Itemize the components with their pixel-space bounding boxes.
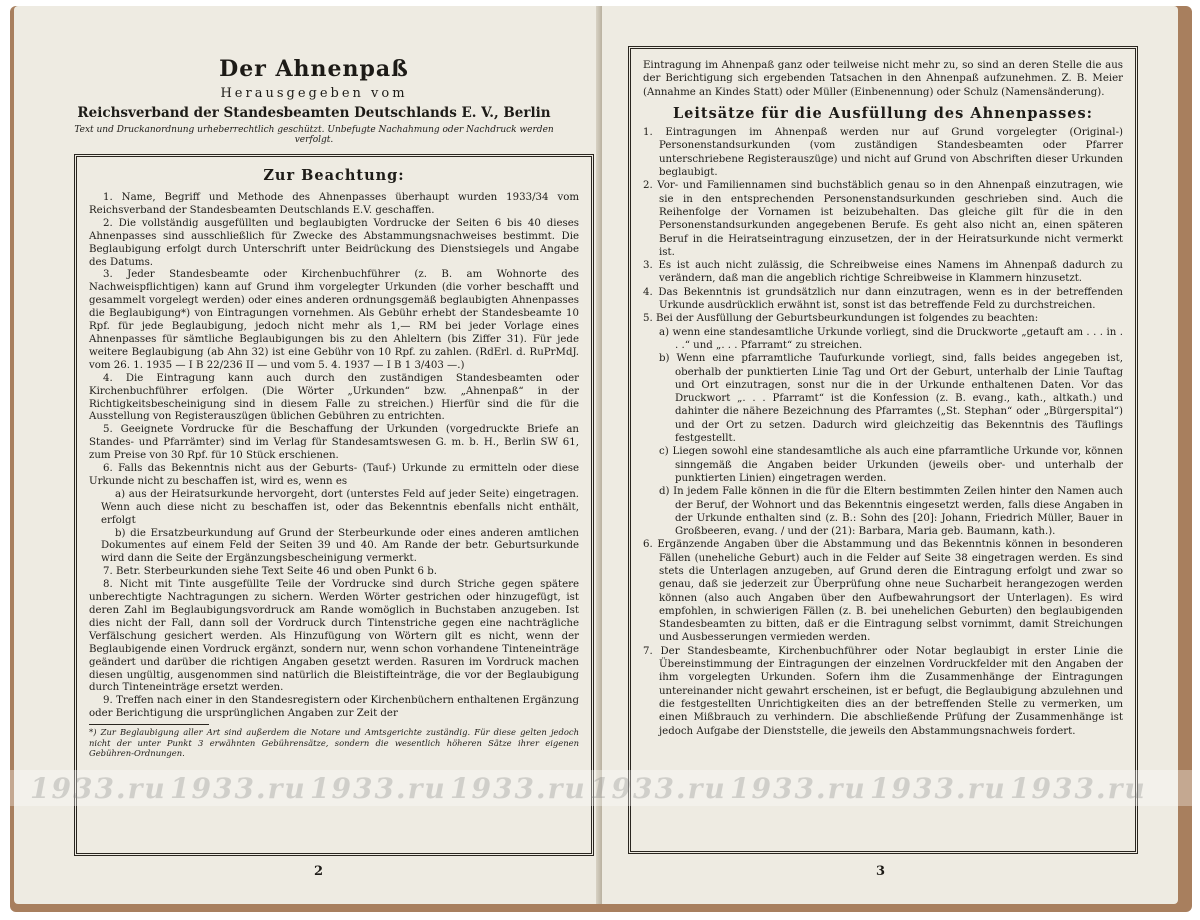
paragraph: 8. Nicht mit Tinte ausgefüllte Teile der Vordrucke sind durch Striche gegen spätere unberechtigte Nachtragungen zu sichern. Werden Wörter gestrichen oder hinzugefügt, ist deren Zahl im Beglaubigungsvordruck am Rande womöglich in Buchstaben anzugeben. Ist dies nicht der Fall, dann soll der Vordruck durch Tintenstriche gegen eine nachträgliche Verfälschung gesichert werden. Als Hinzufügung von Wörtern gilt es nicht, wenn der Beglaubigende einen Vordruck ergänzt, sondern nur, wenn schon vorhandene Tinteneinträge geändert und darüber die richtigen Angaben gesetzt werden. Rasuren im Vordruck machen diesen ungültig, ausgenommen sind natürlich die Bleistifteinträge, die vor der Beglaubigung durch Tinteneinträge ersetzt werden.: [89, 579, 579, 694]
watermark: 1933.ru: [1010, 772, 1147, 805]
guideline-item: 4. Das Bekenntnis ist grundsätzlich nur dann einzutragen, wenn es in der betreffenden Urkunde ausdrücklich erwähnt ist, sonst ist das betreffende Feld zu durchstreichen.: [643, 286, 1123, 312]
guideline-item: 1. Eintragungen im Ahnenpaß werden nur auf Grund vorgelegter (Original-) Personenstandsurkunden (vom zuständigen Standesbeamten oder Pfarrer unterschriebene Registerauszüge) und nicht auf Grund von Abschriften dieser Urkunden beglaubigt.: [643, 127, 1123, 179]
sub-paragraph: b) die Ersatzbeurkundung auf Grund der Sterbeurkunde oder eines anderen amtlichen Dokumentes auf einem Feld der Seiten 39 und 40. Am Rande der betr. Geburtsurkunde wird dann die Seite der Ergänzungsbescheinigung vermerkt.: [101, 527, 579, 565]
booklet-title: Der Ahnenpaß: [219, 56, 409, 82]
copyright-notice: Text und Druckanordnung urheberrechtlich geschützt. Unbefugte Nachahmung oder Nachdruck werden verfolgt.: [74, 125, 554, 145]
notice-heading: Zur Beachtung:: [263, 167, 405, 184]
watermark: 1933.ru: [30, 772, 167, 805]
guideline-item: 5. Bei der Ausfüllung der Geburtsbeurkundungen ist folgendes zu beachten:: [643, 313, 1039, 325]
footnote-rule: [89, 724, 209, 725]
watermark: 1933.ru: [730, 772, 867, 805]
guideline-item: 3. Es ist auch nicht zulässig, die Schreibweise eines Namens im Ahnenpaß dadurch zu verändern, daß man die angeblich richtige Schreibweise in Klammern hinzusetzt.: [643, 260, 1123, 285]
publisher-name: Reichsverband der Standesbeamten Deutschlands E. V., Berlin: [77, 105, 551, 121]
watermark: 1933.ru: [590, 772, 727, 805]
notice-text: [89, 192, 579, 721]
page-header: [54, 56, 574, 145]
publisher-line: Herausgegeben vom: [220, 86, 408, 101]
paragraph: 3. Jeder Standesbeamte oder Kirchenbuchführer (z. B. am Wohnorte des Nachweispflichtigen) kann auf Grund ihm vorgelegter Urkunden (die vorher beschafft und gesammelt vorgelegt werden) oder eines anderen ordnungsgemäß beglaubigten Ahnenpasses die Beglaubigung*) von Eintragungen vornehmen. Als Gebühr erhebt der Standesbeamte 10 Rpf. für jede Beglaubigung, jedoch nicht mehr als 1,— RM bei jeder Vorlage eines Ahnenpasses für sämtliche Beglaubigungen bis zu den Ahleltern (bis Ziffer 31). Für jede weitere Beglaubigung (ab Ahn 32) ist eine Gebühr von 10 Rpf. zu zahlen. (RdErl. d. RuPrMdJ. vom 26. 1. 1935 — I B 22/236 II — und vom 5. 4. 1937 — I B 1 3/403 —.): [89, 269, 579, 371]
guideline-item: 2. Vor- und Familiennamen sind buchstäblich genau so in den Ahnenpaß einzutragen, wie sie in den entsprechenden Personenstandsurkunden geschrieben sind. Auch die Reihenfolge der Vornamen ist beizubehalten. Das gleiche gilt für die in den Personenstandsurkunden angegebenen Berufe. Es geht also nicht an, einen späteren Beruf in die Heiratseintragung einzusetzen, der in der Heiratsurkunde nicht vermerkt ist.: [643, 180, 1123, 258]
notice-box: [74, 154, 594, 856]
guidelines-heading: Leitsätze für die Ausfüllung des Ahnenpasses:: [672, 104, 1094, 122]
page-number: 3: [876, 864, 886, 879]
left-page: [14, 6, 600, 904]
guideline-subitem: b) Wenn eine pfarramtliche Taufurkunde vorliegt, sind, falls beides angegeben ist, oberhalb der punktierten Linie Tag und Ort der Geburt, unterhalb der Linie Tauftag und Ort einzutragen, sonst nur die in der Urkunde enthaltenen Daten. Vor das Druckwort „. . . Pfarramt“ ist die Konfession (z. B. evang., kath., altkath.) und dahinter die nähere Bezeichnung des Pfarramtes („St. Stephan“ oder „Bürgerspital“) und der Ort zu setzen. Dadurch wird gleichzeitig das Bekenntnis des Täuflings festgestellt.: [659, 353, 1123, 445]
paragraph: 2. Die vollständig ausgefüllten und beglaubigten Vordrucke der Seiten 6 bis 40 dieses Ahnenpasses sind ausschließlich für Zwecke des Abstammungsnachweises bestimmt. Die Beglaubigung erfolgt durch Unterschrift unter Beidrückung des Dienstsiegels und Angabe des Datums.: [89, 217, 579, 268]
watermark: 1933.ru: [170, 772, 307, 805]
guideline-subitem: a) wenn eine standesamtliche Urkunde vorliegt, sind die Druckworte „getauft am . . . in . . .“ und „. . . Pfarramt“ zu streichen.: [659, 326, 1123, 351]
paragraph: 1. Name, Begriff und Methode des Ahnenpasses überhaupt wurden 1933/34 vom Reichsverband der Standesbeamten Deutschlands E.V. geschaffen.: [89, 192, 579, 216]
paragraph: 4. Die Eintragung kann auch durch den zuständigen Standesbeamten oder Kirchenbuchführer erfolgen. (Die Wörter „Urkunden“ bzw. „Ahnenpaß“ in der Richtigkeitsbescheinigung sind in diesem Falle zu streichen.) Hierfür sind die für die Ausstellung von Registerauszügen üblichen Gebühren zu entrichten.: [89, 372, 579, 423]
guideline-subitem: d) In jedem Falle können in die für die Eltern bestimmten Zeilen hinter den Namen auch der Beruf, der Wohnort und das Bekenntnis eingesetzt werden, falls diese Angaben in der Urkunde enthalten sind (z. B.: Sohn des [20]: Johann, Friedrich Müller, Bauer in Großbeeren, evang. / und der (21): Barbara, Maria geb. Baumann, kath.).: [659, 486, 1123, 538]
sub-paragraph: a) aus der Heiratsurkunde hervorgeht, dort (unterstes Feld auf jeder Seite) eingetragen. Wenn auch diese nicht zu beschaffen ist, oder das Bekenntnis ebenfalls nicht enthält, erfolgt: [101, 488, 579, 526]
watermark: 1933.ru: [310, 772, 447, 805]
guideline-item: 6. Ergänzende Angaben über die Abstammung und das Bekenntnis können in besonderen Fällen (uneheliche Geburt) auch in die Felder auf Seite 38 eingetragen werden. Es sind stets die Unterlagen anzugeben, auf Grund deren die Eintragung erfolgt und zwar so genau, daß sie jederzeit zur Überprüfung ohne neue Sucharbeit herangezogen werden können (also auch Angaben über den Aufbewahrungsort der Unterlagen). Es wird empfohlen, in schwierigen Fällen (z. B. bei unehelichen Geburten) den beglaubigenden Standesbeamten zu bitten, daß er die Eintragung selbst vornimmt, damit Streichungen und Ausbesserungen vermieden werden.: [643, 539, 1123, 644]
guidelines-text: [643, 59, 1123, 738]
intro-paragraph: Eintragung im Ahnenpaß ganz oder teilweise nicht mehr zu, so sind an deren Stelle die aus der Berichtigung sich ergebenden Tatsachen in den Ahnenpaß aufzunehmen. Z. B. Meier (Annahme an Kindes Statt) oder Müller (Einbenennung) oder Schulz (Namensänderung).: [643, 60, 1123, 98]
guideline-item: 7. Der Standesbeamte, Kirchenbuchführer oder Notar beglaubigt in erster Linie die Übereinstimmung der Eintragungen der einzelnen Vordruckfelder mit den Angaben der ihm vorgelegten Urkunden. Sofern ihm die Zusammenhänge der Eintragungen untereinander nicht gewahrt erscheinen, ist er befugt, die Beglaubigung abzulehnen und die festgestellten Unrichtigkeiten dies an der betreffenden Stelle zu vermerken, um einen Mißbrauch zu verhindern. Die abschließende Prüfung der Zusammenhänge ist jedoch Aufgabe der Dienststelle, die jeweils den Abstammungsnachweis fordert.: [643, 645, 1123, 737]
guideline-subitem: c) Liegen sowohl eine standesamtliche als auch eine pfarramtliche Urkunde vor, können sinngemäß die Angaben beider Urkunden (jeweils ober- und unterhalb der punktierten Linien) eingetragen werden.: [659, 446, 1123, 484]
watermark: 1933.ru: [450, 772, 587, 805]
right-page: [602, 6, 1178, 904]
paragraph: 6. Falls das Bekenntnis nicht aus der Geburts- (Tauf-) Urkunde zu ermitteln oder diese Urkunde nicht zu beschaffen ist, wird es, wenn es: [89, 463, 579, 487]
paragraph: 9. Treffen nach einer in den Standesregistern oder Kirchenbüchern enthaltenen Ergänzung oder Berichtigung die ursprünglichen Angaben zur Zeit der: [89, 695, 579, 720]
page-number: 2: [314, 864, 324, 879]
guidelines-box: [628, 46, 1138, 854]
paragraph: 7. Betr. Sterbeurkunden siehe Text Seite 46 und oben Punkt 6 b.: [103, 566, 438, 578]
paragraph: 5. Geeignete Vordrucke für die Beschaffung der Urkunden (vorgedruckte Briefe an Standes- und Pfarrämter) sind im Verlag für Standesamtswesen G. m. b. H., Berlin SW 61, zum Preise von 30 Rpf. für 10 Stück erschienen.: [89, 424, 579, 462]
watermark: 1933.ru: [870, 772, 1007, 805]
footnote: *) Zur Beglaubigung aller Art sind außerdem die Notare und Amtsgerichte zuständig. Für diese gelten jedoch nicht der unter Punkt 3 erwähnten Gebührensätze, sondern die wesentlich höheren Sätze ihrer eigenen Gebühren-Ordnungen.: [89, 727, 579, 758]
